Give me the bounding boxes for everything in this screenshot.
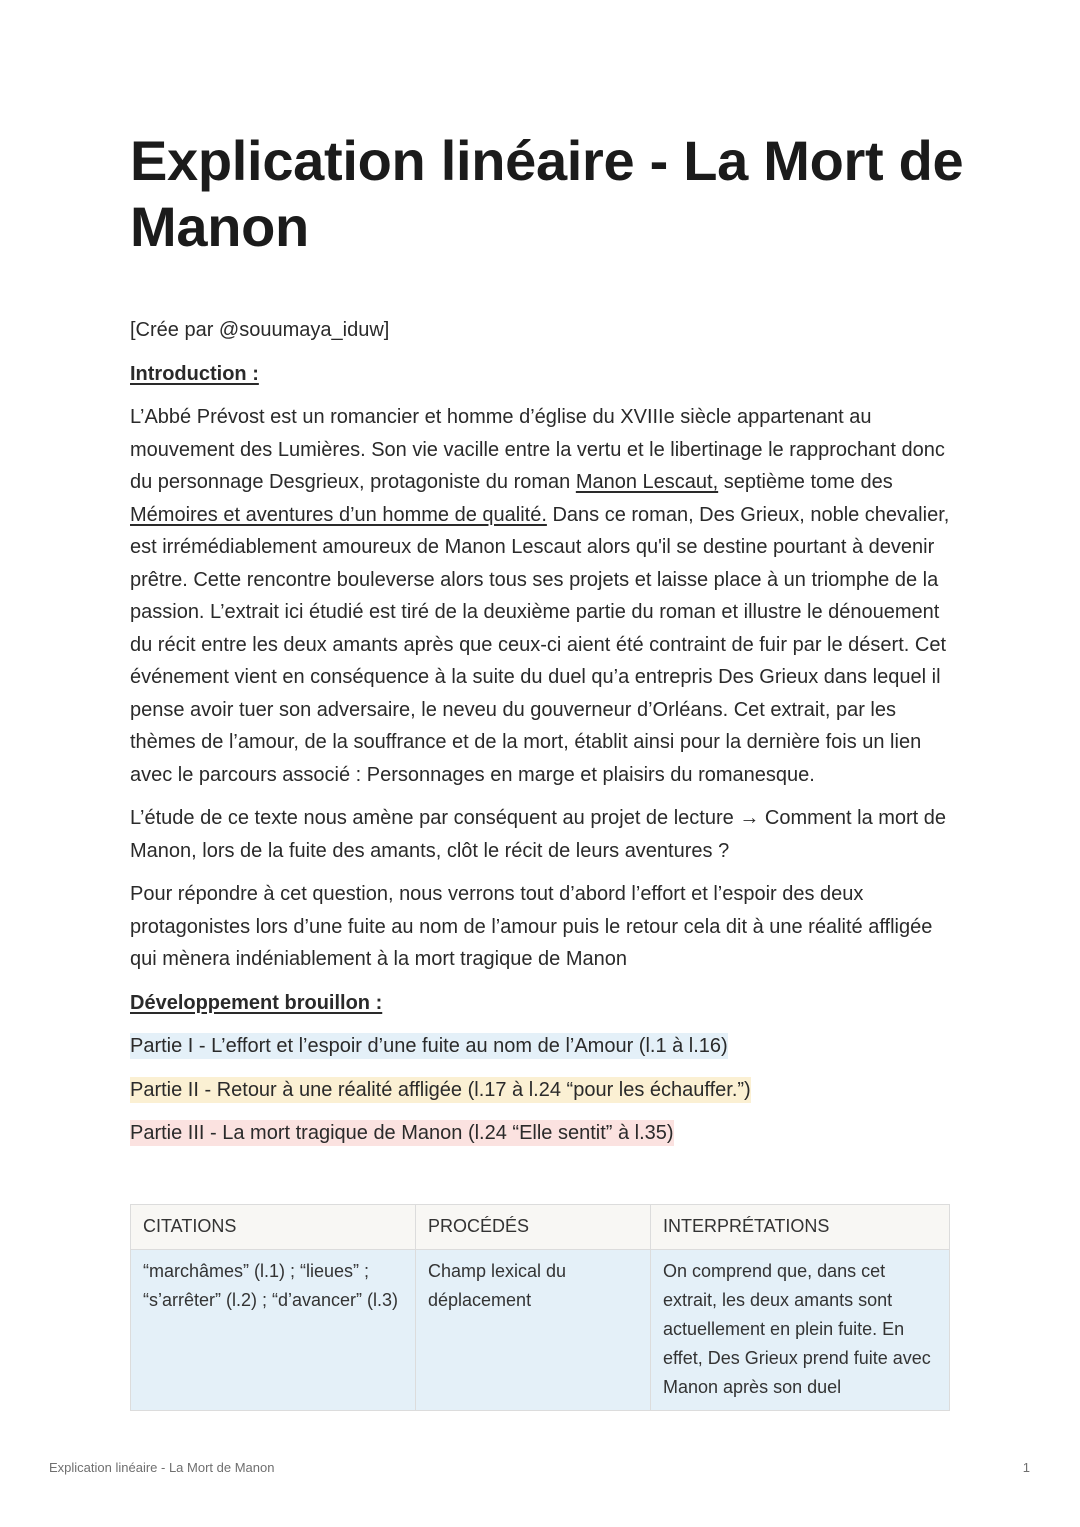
analysis-table <box>130 1204 950 1411</box>
book-title-memoires: Mémoires et aventures d’un homme de qualité. <box>130 503 547 526</box>
cell-citation: “marchâmes” (l.1) ; “lieues” ; “s’arrêter” (l.2) ; “d’avancer” (l.3) <box>131 1250 416 1411</box>
intro-text-c: Dans ce roman, Des Grieux, noble chevalier, est irrémédiablement amoureux de Manon Lescaut alors qu'il se destine pourtant à devenir prêtre. Cette rencontre bouleverse alors tous ses projets et laisse place à un triomphe de la passion. L’extrait ici étudié est tiré de la deuxième partie du roman et illustre le dénouement du récit entre les deux amants après que ceux-ci aient été contraint de fuir par le désert. Cet événement vient en conséquence à la suite du duel qu’a entrepris Des Grieux dans lequel il pense avoir tuer son adversaire, le neveu du gouverneur d’Orléans. Cet extrait, par les thèmes de l’amour, de la souffrance et de la mort, établit ainsi pour la dernière fois un lien avec le parcours associé : Personnages en marge et plaisirs du romanesque. <box>130 503 950 786</box>
development-heading: Développement brouillon : <box>130 991 383 1014</box>
author-credit: [Crée par @souumaya_iduw] <box>130 319 390 341</box>
intro-paragraph-2: L’étude de ce texte nous amène par conséquent au projet de lecture → Comment la mort de Manon, lors de la fuite des amants, clôt le récit de leurs aventures ? <box>130 807 947 862</box>
footer-doc-title: Explication linéaire - La Mort de Manon <box>49 1460 275 1475</box>
table-header-row <box>131 1205 950 1250</box>
header-citations: CITATIONS <box>131 1205 416 1250</box>
intro-paragraph-1 <box>130 401 960 791</box>
header-procedes: PROCÉDÉS <box>416 1205 651 1250</box>
part-1 <box>130 1030 960 1063</box>
table-row <box>131 1250 950 1411</box>
page-number: 1 <box>1022 1460 1030 1475</box>
cell-procede: Champ lexical du déplacement <box>416 1250 651 1411</box>
page-title: Explication linéaire - La Mort de Manon <box>130 129 964 258</box>
part-2-label: Partie II - Retour à une réalité affligée (l.17 à l.24 “pour les échauffer.”) <box>130 1078 751 1101</box>
cell-interpretation: On comprend que, dans cet extrait, les deux amants sont actuellement en plein fuite. En effet, Des Grieux prend fuite avec Manon après son duel <box>651 1250 950 1411</box>
part-3-label: Partie III - La mort tragique de Manon (l.24 “Elle sentit” à l.35) <box>130 1122 674 1144</box>
part-2 <box>130 1074 960 1107</box>
part-1-label: Partie I - L’effort et l’espoir d’une fuite au nom de l’Amour (l.1 à l.16) <box>130 1035 728 1057</box>
intro-text-a: L’Abbé Prévost est un romancier et homme d’église du XVIIIe siècle appartenant au mouvement des Lumières. Son vie vacille entre la vertu et le libertinage le rapprochant donc du personnage Desgrieux, protagoniste du roman <box>130 406 945 493</box>
header-interpretations: INTERPRÉTATIONS <box>651 1205 950 1250</box>
intro-text-b: septième tome des <box>718 471 893 493</box>
intro-paragraph-3: Pour répondre à cet question, nous verrons tout d’abord l’effort et l’espoir des deux protagonistes lors d’une fuite au nom de l’amour puis le retour cela dit à une réalité affligée qui mènera indéniablement à la mort tragique de Manon <box>130 883 933 970</box>
document-body <box>130 314 960 1161</box>
intro-heading: Introduction : <box>130 362 259 385</box>
book-title-manon-lescaut: Manon Lescaut, <box>575 471 719 493</box>
part-3 <box>130 1117 960 1150</box>
